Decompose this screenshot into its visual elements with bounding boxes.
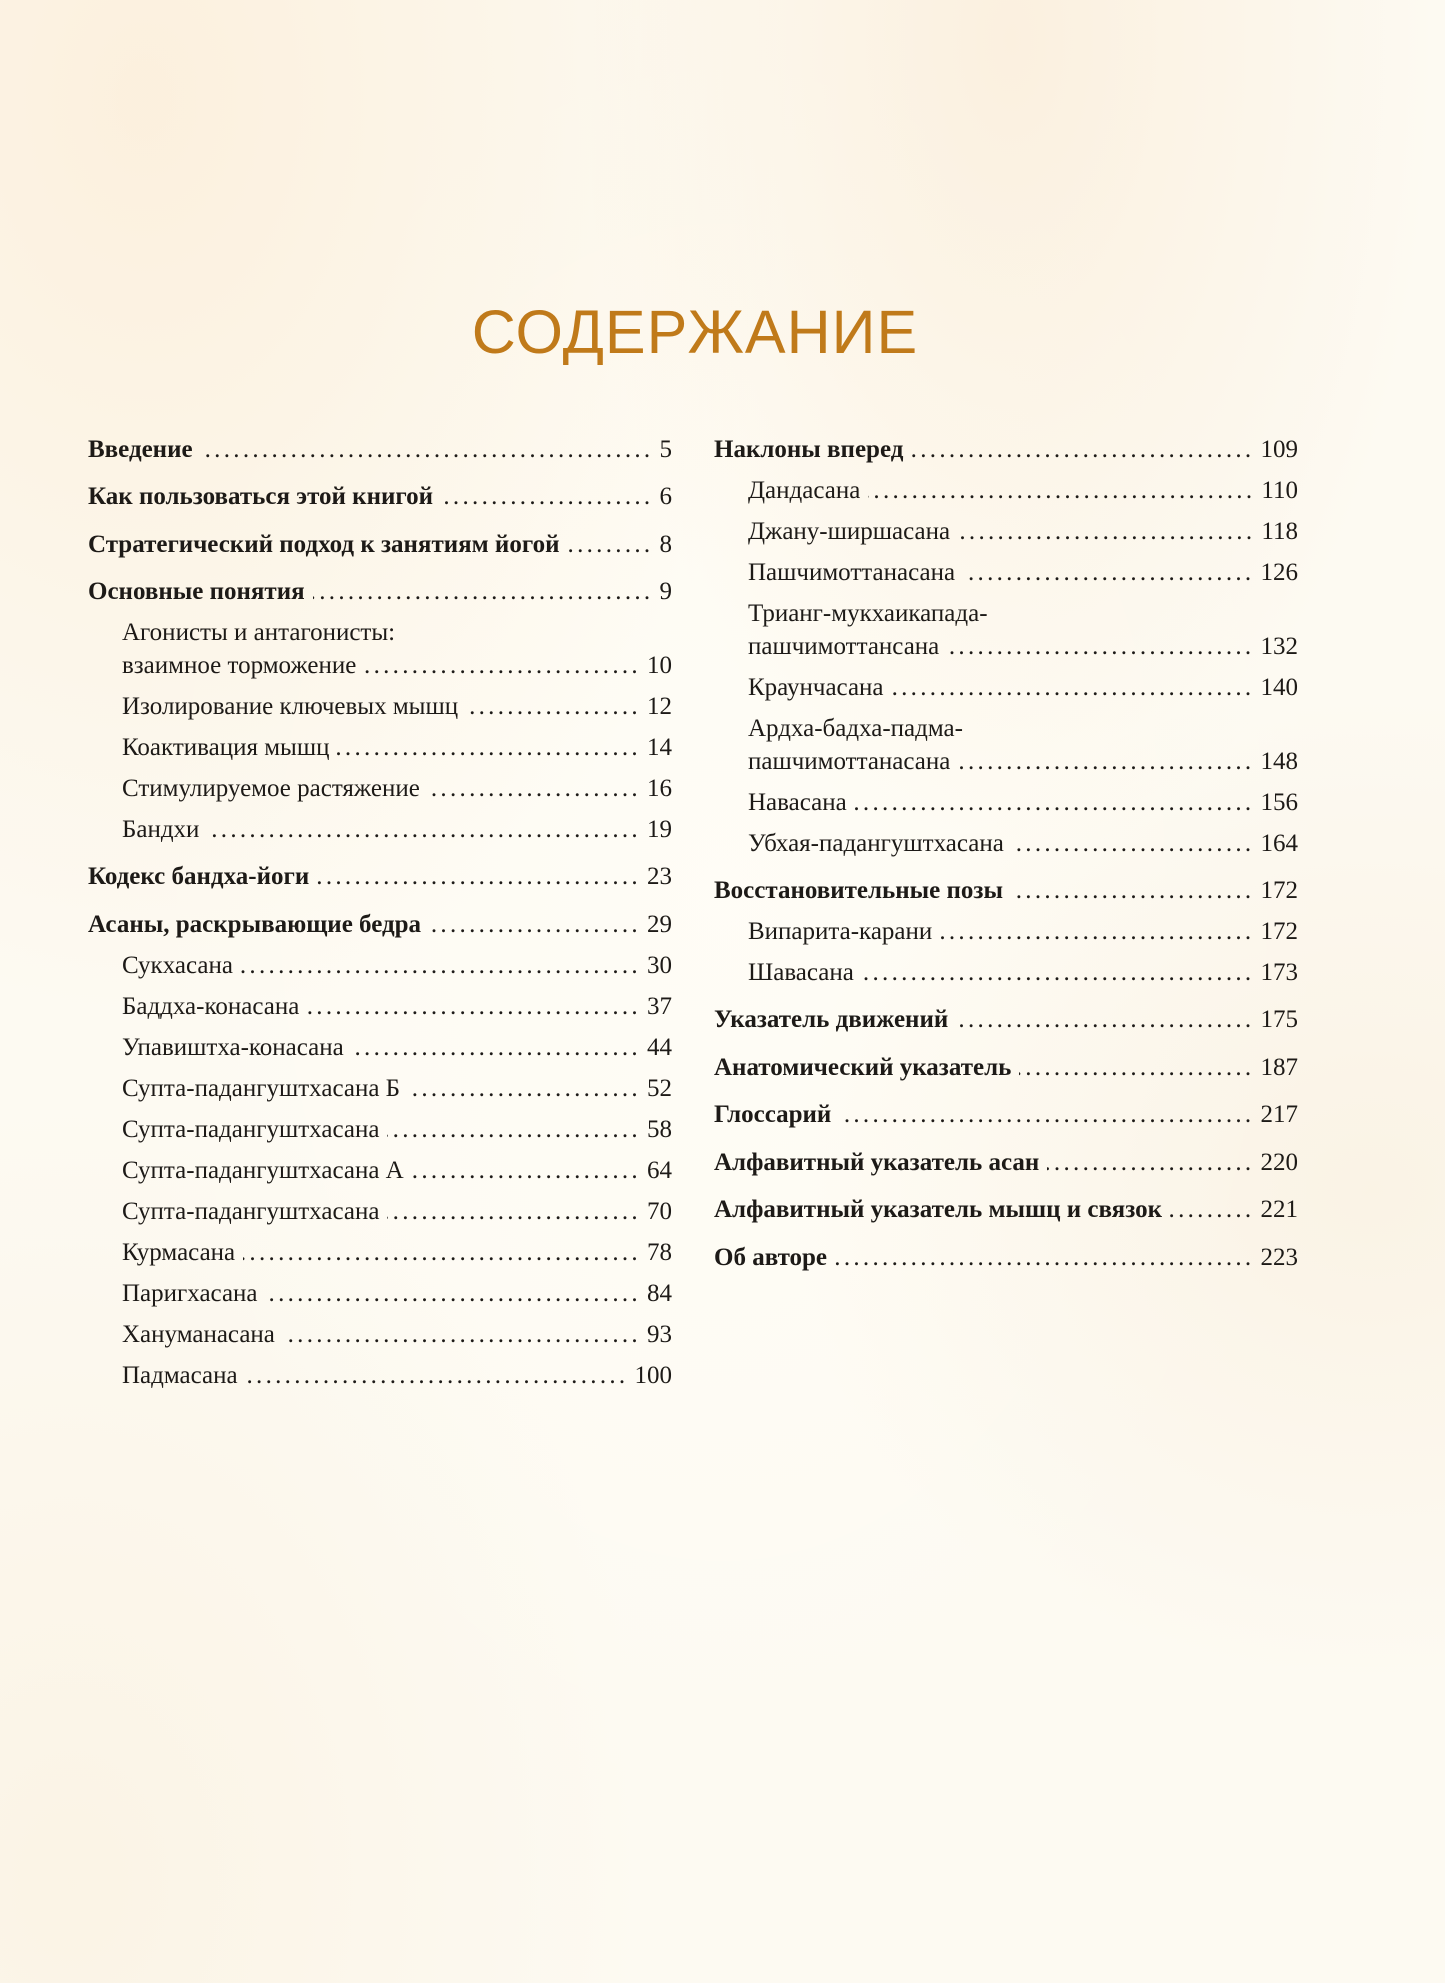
toc-entry-page: 9	[659, 578, 672, 605]
toc-entry-page: 37	[647, 993, 672, 1020]
dot-leader	[364, 648, 641, 684]
toc-entry-page: 78	[647, 1239, 672, 1266]
toc-entry-page: 8	[659, 531, 672, 558]
toc-entry-title: Коактивация мышц	[122, 734, 330, 761]
dot-leader	[940, 914, 1254, 950]
toc-entry-ubhaya-padangusthasana[interactable]	[748, 826, 1298, 862]
dot-leader	[283, 1317, 641, 1353]
toc-entry-page: 156	[1260, 789, 1298, 816]
toc-entry-title: Бандхи	[122, 816, 200, 843]
toc-entry-hanumanasana[interactable]	[122, 1317, 672, 1353]
dot-leader	[387, 1112, 641, 1148]
toc-entry-supta-padangusthasana-2[interactable]	[122, 1194, 672, 1230]
toc-entry-title: пашчимоттанасана	[748, 748, 951, 775]
toc-entry-title: Краунчасана	[748, 674, 884, 701]
toc-entry-movement-index[interactable]	[714, 1002, 1298, 1038]
toc-entry-page: 29	[647, 911, 672, 938]
toc-entry-title: Асаны, раскрывающие бедра	[88, 911, 422, 938]
toc-entry-kurmasana[interactable]	[122, 1235, 672, 1271]
toc-entry-page: 93	[647, 1321, 672, 1348]
dot-leader	[241, 948, 641, 984]
toc-entry-strategic-approach[interactable]	[88, 527, 672, 563]
toc-entry-page: 132	[1260, 633, 1298, 660]
dot-leader	[429, 907, 641, 943]
toc-entry-baddha-konasana[interactable]	[122, 989, 672, 1025]
toc-entry-title: Основные понятия	[88, 578, 305, 605]
toc-entry-dandasana[interactable]	[748, 473, 1298, 509]
toc-entry-title: Об авторе	[714, 1244, 828, 1271]
dot-leader	[243, 1235, 641, 1271]
dot-leader	[862, 955, 1255, 991]
toc-entry-glossary[interactable]	[714, 1097, 1298, 1133]
toc-entry-page: 223	[1260, 1244, 1298, 1271]
toc-entry-title: Восстановительные позы	[714, 877, 1004, 904]
toc-entry-page: 217	[1260, 1101, 1298, 1128]
dot-leader	[567, 527, 653, 563]
toc-entry-paschimottanasana[interactable]	[748, 555, 1298, 591]
toc-entry-page: 84	[647, 1280, 672, 1307]
toc-entry-supta-padangusthasana-1[interactable]	[122, 1112, 672, 1148]
toc-entry-title-line1[interactable]: Агонисты и антагонисты:	[122, 619, 396, 646]
toc-entry-title: Анатомический указатель	[714, 1054, 1012, 1081]
toc-entry-title: Шавасана	[748, 959, 854, 986]
toc-entry-page: 52	[647, 1075, 672, 1102]
toc-entry-page: 12	[647, 693, 672, 720]
toc-entry-page: 148	[1260, 748, 1298, 775]
dot-leader	[855, 785, 1255, 821]
toc-entry-asana-index[interactable]	[714, 1145, 1298, 1181]
toc-entry-savasana[interactable]	[748, 955, 1298, 991]
toc-entry-page: 118	[1261, 518, 1298, 545]
toc-entry-title: Супта-падангуштхасана	[122, 1198, 380, 1225]
toc-entry-title: Супта-падангуштхасана	[122, 1116, 380, 1143]
toc-entry-title: Упавиштха-конасана	[122, 1034, 344, 1061]
toc-entry-hip-openers[interactable]	[88, 907, 672, 943]
toc-entry-page: 30	[647, 952, 672, 979]
dot-leader	[412, 1153, 641, 1189]
dot-leader	[428, 771, 641, 807]
toc-entry-title: Как пользоваться этой книгой	[88, 483, 434, 510]
dot-leader	[201, 432, 654, 468]
toc-entry-title-line1[interactable]: Ардха-бадха-падма-	[748, 715, 963, 742]
toc-entry-page: 109	[1260, 436, 1298, 463]
dot-leader	[1011, 873, 1254, 909]
toc-entry-upavistha-konasana[interactable]	[122, 1030, 672, 1066]
toc-entry-janu-sirsasana[interactable]	[748, 514, 1298, 550]
dot-leader	[839, 1097, 1254, 1133]
dot-leader	[1170, 1192, 1255, 1228]
toc-entry-title: Изолирование ключевых мышц	[122, 693, 459, 720]
toc-entry-page: 187	[1260, 1054, 1298, 1081]
toc-entry-title: Дандасана	[748, 477, 861, 504]
toc-entry-page: 110	[1261, 477, 1298, 504]
toc-entry-title: Випарита-карани	[748, 918, 933, 945]
toc-entry-navasana[interactable]	[748, 785, 1298, 821]
toc-entry-title: Супта-падангуштхасана А	[122, 1157, 404, 1184]
toc-entry-anatomical-index[interactable]	[714, 1050, 1298, 1086]
toc-entry-triang-mukhaikapada[interactable]	[748, 629, 1298, 665]
toc-entry-title: Введение	[88, 436, 193, 463]
dot-leader	[408, 1071, 641, 1107]
toc-entry-page: 64	[647, 1157, 672, 1184]
dot-leader	[1047, 1145, 1254, 1181]
dot-leader	[337, 730, 641, 766]
toc-entry-about-author[interactable]	[714, 1240, 1298, 1276]
toc-entry-page: 23	[647, 863, 672, 890]
dot-leader	[1012, 826, 1255, 862]
toc-entry-muscle-index[interactable]	[714, 1192, 1298, 1228]
toc-entry-title: Сукхасана	[122, 952, 233, 979]
toc-entry-basic-concepts[interactable]	[88, 574, 672, 610]
dot-leader	[956, 1002, 1254, 1038]
toc-entry-title: Паригхасана	[122, 1280, 258, 1307]
toc-entry-title: Хануманасана	[122, 1321, 275, 1348]
dot-leader	[313, 574, 654, 610]
toc-entry-introduction[interactable]	[88, 432, 672, 468]
toc-entry-agonists[interactable]	[122, 648, 672, 684]
toc-entry-title: Алфавитный указатель асан	[714, 1149, 1040, 1176]
toc-entry-page: 175	[1260, 1006, 1298, 1033]
toc-entry-bandhas[interactable]	[122, 812, 672, 848]
toc-entry-title: Курмасана	[122, 1239, 236, 1266]
page-title: СОДЕРЖАНИЕ	[471, 298, 919, 366]
toc-entry-page: 16	[647, 775, 672, 802]
toc-entry-page: 70	[647, 1198, 672, 1225]
toc-entry-page: 220	[1260, 1149, 1298, 1176]
toc-entry-page: 140	[1260, 674, 1298, 701]
dot-leader	[958, 744, 1254, 780]
toc-entry-title: взаимное торможение	[122, 652, 357, 679]
toc-entry-page: 10	[647, 652, 672, 679]
dot-leader	[266, 1276, 641, 1312]
toc-entry-title: Баддха-конасана	[122, 993, 300, 1020]
toc-entry-page: 5	[659, 436, 672, 463]
toc-entry-page: 6	[659, 483, 672, 510]
toc-entry-page: 14	[647, 734, 672, 761]
toc-entry-restorative-poses[interactable]	[714, 873, 1298, 909]
toc-entry-page: 221	[1260, 1196, 1298, 1223]
toc-entry-viparita-karani[interactable]	[748, 914, 1298, 950]
toc-entry-title: Стимулируемое растяжение	[122, 775, 420, 802]
dot-leader	[246, 1358, 629, 1394]
toc-entry-forward-bends[interactable]	[714, 432, 1298, 468]
toc-entry-page: 126	[1260, 559, 1298, 586]
toc-entry-title: Джану-ширшасана	[748, 518, 951, 545]
dot-leader	[892, 670, 1255, 706]
toc-entry-title-line1[interactable]: Трианг-мукхаикапада-	[748, 600, 988, 627]
dot-leader	[963, 555, 1254, 591]
dot-leader	[466, 689, 641, 725]
dot-leader	[1019, 1050, 1254, 1086]
dot-leader	[387, 1194, 641, 1230]
toc-entry-title: Падмасана	[122, 1362, 238, 1389]
toc-entry-title: Стратегический подход к занятиям йогой	[88, 531, 560, 558]
toc-entry-supta-padangusthasana-a[interactable]	[122, 1153, 672, 1189]
toc-entry-page: 172	[1260, 877, 1298, 904]
dot-leader	[317, 859, 641, 895]
toc-entry-how-to-use[interactable]	[88, 479, 672, 515]
dot-leader	[868, 473, 1255, 509]
toc-entry-ardha-baddha-padma[interactable]	[748, 744, 1298, 780]
toc-entry-title: Убхая-падангуштхасана	[748, 830, 1004, 857]
toc-entry-title: Указатель движений	[714, 1006, 949, 1033]
dot-leader	[307, 989, 641, 1025]
toc-entry-coactivation[interactable]	[122, 730, 672, 766]
dot-leader	[352, 1030, 641, 1066]
dot-leader	[911, 432, 1254, 468]
toc-entry-title: Навасана	[748, 789, 847, 816]
toc-entry-page: 44	[647, 1034, 672, 1061]
dot-leader	[207, 812, 641, 848]
toc-entry-isolating-muscles[interactable]	[122, 689, 672, 725]
toc-entry-page: 172	[1260, 918, 1298, 945]
toc-entry-supta-padangusthasana-b[interactable]	[122, 1071, 672, 1107]
toc-entry-title: Глоссарий	[714, 1101, 832, 1128]
dot-leader	[958, 514, 1255, 550]
dot-leader	[441, 479, 653, 515]
toc-entry-title: Наклоны вперед	[714, 436, 904, 463]
toc-entry-title: Кодекс бандха-йоги	[88, 863, 310, 890]
toc-entry-page: 173	[1260, 959, 1298, 986]
toc-entry-title: Супта-падангуштхасана Б	[122, 1075, 401, 1102]
toc-entry-title: Алфавитный указатель мышц и связок	[714, 1196, 1162, 1223]
toc-entry-title: пашчимоттансана	[748, 633, 940, 660]
toc-entry-parighasana[interactable]	[122, 1276, 672, 1312]
toc-entry-krounchasana[interactable]	[748, 670, 1298, 706]
toc-entry-facilitated-stretch[interactable]	[122, 771, 672, 807]
toc-entry-page: 19	[647, 816, 672, 843]
dot-leader	[947, 629, 1254, 665]
toc-entry-page: 164	[1260, 830, 1298, 857]
toc-entry-page: 100	[634, 1362, 672, 1389]
toc-entry-bandha-yoga-codex[interactable]	[88, 859, 672, 895]
toc-entry-padmasana[interactable]	[122, 1358, 672, 1394]
toc-entry-title: Пашчимоттанасана	[748, 559, 956, 586]
dot-leader	[835, 1240, 1254, 1276]
toc-entry-page: 58	[647, 1116, 672, 1143]
toc-entry-sukhasana[interactable]	[122, 948, 672, 984]
